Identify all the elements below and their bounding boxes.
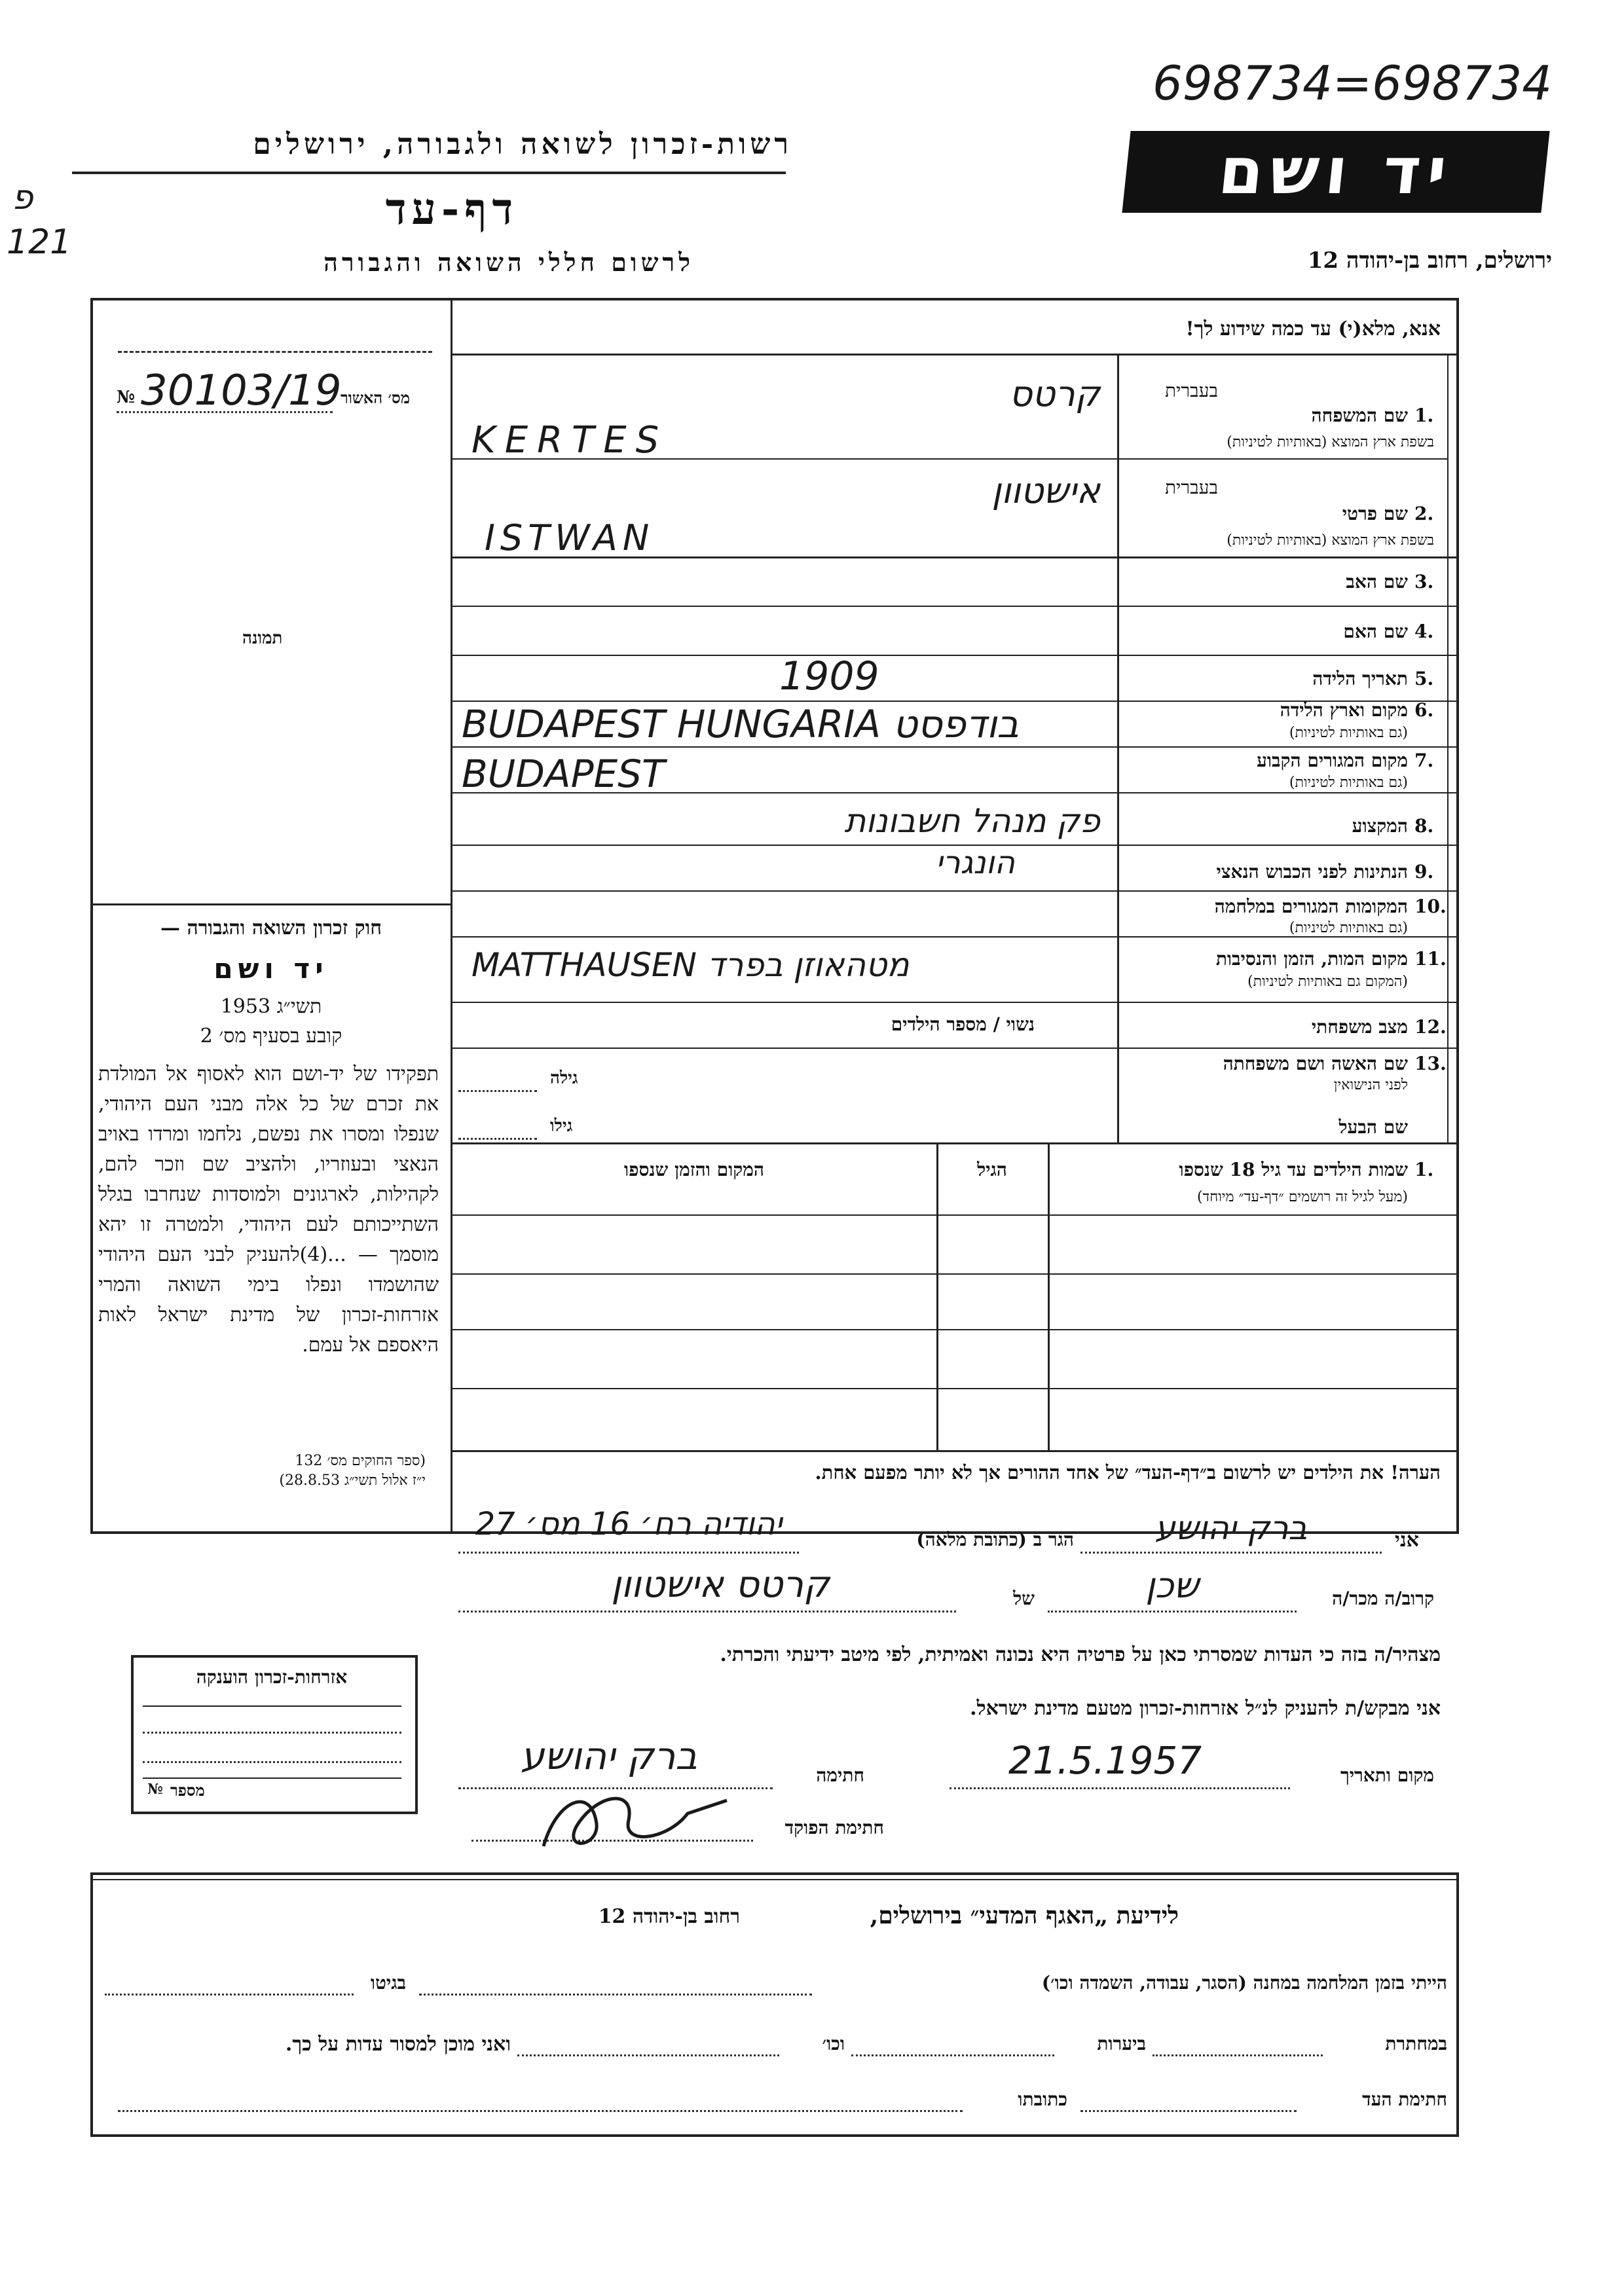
yad-vashem-logo bbox=[1122, 131, 1549, 213]
field-7-label: מקום המגורים הקבוע bbox=[1257, 750, 1408, 771]
field-7-num: 7. bbox=[1414, 750, 1434, 771]
photo-label: תמונה bbox=[242, 629, 283, 648]
children-col-age: הגיל bbox=[977, 1159, 1007, 1180]
field-9-num: 9. bbox=[1414, 861, 1434, 883]
field-10-label: המקומות המגורים במלחמה bbox=[1214, 896, 1408, 917]
decl-place-date[interactable]: 21.5.1957 bbox=[1008, 1738, 1202, 1783]
decl-resides-label: הגר ב (כתובת מלאה) bbox=[916, 1529, 1074, 1550]
decl-relation-label: קרוב/ה מכר/ה bbox=[1332, 1588, 1434, 1609]
field-6-num: 6. bbox=[1414, 699, 1434, 721]
footer-address: רחוב בן-יהודה 12 bbox=[598, 1905, 740, 1928]
form-subtitle: לרשום חללי השואה והגבורה bbox=[323, 247, 694, 277]
field-6-sub: (גם באותיות לטיניות) bbox=[1289, 725, 1408, 741]
footer-line2-d: ואני מוכן למסור עדות על כך. bbox=[285, 2033, 511, 2056]
field-1-num: 1. bbox=[1414, 405, 1434, 426]
field-11-label: מקום המות, הזמן והנסיבות bbox=[1215, 948, 1408, 970]
decl-of[interactable]: קרטס אישטוון bbox=[611, 1563, 830, 1606]
form-title: דף-עד bbox=[385, 183, 519, 234]
field-13-sub: לפני הנישואין bbox=[1333, 1077, 1408, 1093]
law-section: קובע בסעיף מס׳ 2 bbox=[200, 1025, 342, 1048]
field-4-label: שם האם bbox=[1343, 621, 1408, 642]
footer-line3-b: כתובתו bbox=[1018, 2088, 1067, 2110]
field-1-latin[interactable]: KERTES bbox=[471, 419, 669, 462]
children-num: 1. bbox=[1414, 1159, 1434, 1180]
footer-line2-a: במחתרת bbox=[1385, 2033, 1447, 2054]
law-source-2: י״ז אלול תשי״ג 28.8.53) bbox=[279, 1472, 426, 1489]
field-8-value[interactable]: פק מנהל חשבונות bbox=[844, 802, 1100, 840]
address: ירושלים, רחוב בן-יהודה 12 bbox=[1307, 247, 1552, 274]
field-11-sub: (המקום גם באותיות לטיניות) bbox=[1247, 974, 1408, 990]
field-13-num: 13. bbox=[1414, 1053, 1447, 1074]
field-12-value[interactable]: נשוי / מספר הילדים bbox=[891, 1013, 1035, 1035]
field-4-num: 4. bbox=[1414, 621, 1434, 642]
field-13-label: שם האשה ושם משפחתה bbox=[1223, 1053, 1408, 1074]
footer-title: לידיעת „האגף המדעי״ בירושלים, bbox=[870, 1902, 1179, 1929]
field-8-label: המקצוע bbox=[1352, 815, 1408, 837]
field-9-label: הנתינות לפני הכבוש הנאצי bbox=[1216, 861, 1408, 883]
law-name: יד ושם bbox=[213, 953, 329, 985]
field-3-label: שם האב bbox=[1346, 571, 1408, 592]
law-year: תשי״ג 1953 bbox=[220, 995, 322, 1018]
cert-number: 30103/19 bbox=[141, 367, 342, 415]
field-2-label: שם פרטי bbox=[1342, 503, 1408, 524]
handwritten-number: 698734=698734 bbox=[1153, 56, 1553, 111]
decl-address[interactable]: יהודיה רח׳ 16 מס׳ 27 bbox=[475, 1506, 783, 1542]
footer-line2-b: ביערות bbox=[1097, 2033, 1146, 2054]
decl-ani: אני bbox=[1395, 1529, 1419, 1552]
margin-note-121: 121 bbox=[7, 223, 72, 262]
children-col-place: המקום והזמן שנספו bbox=[624, 1159, 764, 1180]
husband-label: שם הבעל bbox=[1338, 1116, 1408, 1138]
husband-age-label: גילו bbox=[550, 1116, 573, 1136]
request-text: אנא, מלא(י) עד כמה שידוע לך! bbox=[1185, 318, 1441, 340]
cert-number-label: מס׳ האשור bbox=[341, 388, 410, 407]
field-2-tag: בעברית bbox=[1164, 477, 1218, 498]
cert-prefix: № bbox=[117, 388, 136, 407]
decl-request: אני מבקש/ת להעניק לנ״ל אזרחות-זכרון מטעם מדינת ישראל. bbox=[970, 1697, 1441, 1720]
field-7-sub: (גם באותיות לטיניות) bbox=[1289, 774, 1408, 791]
children-label: שמות הילדים עד גיל 18 שנספו bbox=[1179, 1159, 1408, 1180]
law-source-1: (ספר החוקים מס׳ 132 bbox=[295, 1453, 426, 1469]
citizenship-box-number-prefix: № bbox=[147, 1781, 163, 1798]
field-6-label: מקום וארץ הלידה bbox=[1280, 699, 1408, 721]
field-1-label: שם המשפחה bbox=[1311, 405, 1408, 426]
org-title: רשות-זכרון לשואה ולגבורה, ירושלים bbox=[253, 128, 792, 161]
field-5-num: 5. bbox=[1414, 668, 1434, 689]
field-3-num: 3. bbox=[1414, 571, 1434, 592]
field-1-tag: בעברית bbox=[1164, 380, 1218, 401]
field-12-label: מצב משפחתי bbox=[1311, 1016, 1408, 1038]
decl-of-label: של bbox=[1013, 1588, 1035, 1609]
field-7-value[interactable]: BUDAPEST bbox=[462, 752, 665, 796]
field-5-label: תאריך הלידה bbox=[1312, 668, 1408, 689]
official-signature bbox=[537, 1774, 733, 1859]
field-11-num: 11. bbox=[1414, 948, 1447, 970]
note-text: הערה! את הילדים יש לרשום ב״דף-העד״ של אחד ההורים אך לא יותר מפעם אחת. bbox=[815, 1461, 1441, 1484]
footer-line1-b: בגיטו bbox=[370, 1972, 406, 1994]
field-5-value[interactable]: 1909 bbox=[779, 653, 879, 699]
decl-official-label: חתימת הפוקד bbox=[784, 1817, 884, 1838]
decl-name[interactable]: ברק יהושע bbox=[1154, 1509, 1308, 1547]
field-1-hebrew[interactable]: קרטס bbox=[1009, 373, 1100, 414]
decl-relation[interactable]: שכן bbox=[1145, 1565, 1199, 1606]
field-2-num: 2. bbox=[1414, 503, 1434, 524]
field-13-age-label: גילה bbox=[550, 1068, 578, 1088]
field-10-num: 10. bbox=[1414, 896, 1447, 917]
field-11-value[interactable]: MATTHAUSEN מטהאוזן בפרד bbox=[471, 946, 910, 984]
field-12-num: 12. bbox=[1414, 1016, 1447, 1038]
decl-signature-label: חתימה bbox=[816, 1764, 864, 1786]
citizenship-box-title: אזרחות-זכרון הוענקה bbox=[196, 1666, 348, 1688]
field-2-hebrew[interactable]: אישטוון bbox=[991, 470, 1100, 511]
field-8-num: 8. bbox=[1414, 815, 1434, 837]
field-2-sub: בשפת ארץ המוצא (באותיות לטיניות) bbox=[1227, 532, 1434, 549]
footer-line3-a: חתימת העד bbox=[1362, 2088, 1447, 2110]
logo-text: יד ושם bbox=[1215, 134, 1457, 209]
citizenship-box-number-label: מספר bbox=[170, 1781, 205, 1800]
decl-signature[interactable]: ברק יהושע bbox=[521, 1734, 697, 1778]
field-10-sub: (גם באותיות לטיניות) bbox=[1289, 920, 1408, 936]
field-2-latin[interactable]: ISTWAN bbox=[485, 517, 655, 558]
footer-line2-c: וכו׳ bbox=[822, 2033, 845, 2054]
law-paragraph: תפקידו של יד-ושם הוא לאסוף אל המולדת את זכרם של כל אלה מבני העם היהודי, שנפלו ומסרו את נפשם, נלחמו ומרדו באויב הנאצי ובעוזריו, ולהציב שם וזכר להם, לקהילות, לארגונים ולמוסדות שנחרבו בגלל השתייכותם לעם היהודי, ולמטרה זו יהא מוסמך — ...(4)להעניק לבני העם היהודי שהושמדו ונפלו בימי השואה והמרי אזרחות-זכרון של מדינת ישראל לאות היאספם אל עמם. bbox=[98, 1063, 439, 1357]
decl-place-date-label: מקום ותאריך bbox=[1340, 1764, 1434, 1786]
margin-note-p: פ bbox=[12, 178, 33, 217]
field-1-sub: בשפת ארץ המוצא (באותיות לטיניות) bbox=[1227, 434, 1434, 450]
field-6-value[interactable]: BUDAPEST HUNGARIA בודפסט bbox=[462, 702, 1019, 746]
field-9-value[interactable]: הונגרי bbox=[935, 845, 1015, 881]
decl-statement: מצהיר/ה בזה כי העדות שמסרתי כאן על פרטיה היא נכונה ואמיתית, לפי מיטב ידיעתי והכרתי. bbox=[720, 1643, 1441, 1666]
law-title: חוק זכרון השואה והגבורה — bbox=[160, 917, 382, 939]
children-sub: (מעל לגיל זה רושמים ״דף-עד״ מיוחד) bbox=[1196, 1189, 1408, 1205]
footer-line1-a: הייתי בזמן המלחמה במחנה (הסגר, עבודה, השמדה וכו׳) bbox=[1041, 1972, 1447, 1994]
